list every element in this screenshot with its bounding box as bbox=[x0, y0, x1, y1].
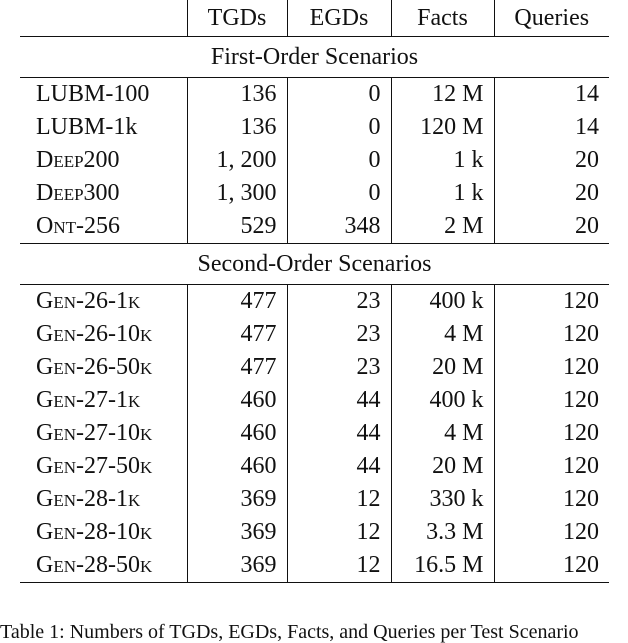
cell-name: Deep300 bbox=[36, 180, 120, 206]
scenario-table-container bbox=[20, 0, 609, 583]
cell-name: Gen-27-10k bbox=[36, 420, 153, 446]
cell-queries: 120 bbox=[494, 285, 609, 319]
cell-egds: 12 bbox=[287, 549, 391, 583]
header-facts: Facts bbox=[391, 0, 494, 37]
header-row bbox=[20, 0, 609, 37]
cell-egds: 23 bbox=[287, 318, 391, 351]
cell-name: Gen-26-1k bbox=[36, 288, 141, 314]
table-row bbox=[20, 483, 609, 516]
cell-queries: 120 bbox=[494, 384, 609, 417]
cell-facts: 20 M bbox=[391, 450, 494, 483]
cell-facts: 400 k bbox=[391, 384, 494, 417]
table-row bbox=[20, 210, 609, 244]
cell-queries: 120 bbox=[494, 483, 609, 516]
table-row bbox=[20, 111, 609, 144]
cell-queries: 120 bbox=[494, 516, 609, 549]
cell-tgds: 136 bbox=[187, 111, 287, 144]
cell-egds: 12 bbox=[287, 516, 391, 549]
cell-egds: 348 bbox=[287, 210, 391, 244]
cell-tgds: 460 bbox=[187, 417, 287, 450]
cell-queries: 120 bbox=[494, 351, 609, 384]
cell-tgds: 369 bbox=[187, 516, 287, 549]
cell-tgds: 1, 200 bbox=[187, 144, 287, 177]
cell-queries: 120 bbox=[494, 549, 609, 583]
cell-tgds: 477 bbox=[187, 285, 287, 319]
table-row bbox=[20, 549, 609, 583]
section-header-row bbox=[20, 244, 609, 285]
cell-queries: 14 bbox=[494, 78, 609, 112]
cell-name: Gen-28-50k bbox=[20, 549, 187, 583]
cell-tgds: 460 bbox=[187, 450, 287, 483]
cell-egds: 0 bbox=[287, 144, 391, 177]
cell-tgds: 529 bbox=[187, 210, 287, 244]
scenario-table bbox=[20, 0, 609, 583]
cell-queries: 120 bbox=[494, 450, 609, 483]
cell-queries: 120 bbox=[494, 318, 609, 351]
cell-queries: 20 bbox=[494, 144, 609, 177]
cell-name: Gen-28-1k bbox=[36, 486, 141, 512]
cell-egds: 23 bbox=[287, 285, 391, 319]
cell-tgds: 136 bbox=[187, 78, 287, 112]
cell-name: Gen-27-1k bbox=[36, 387, 141, 413]
cell-name: Gen-27-50k bbox=[36, 453, 153, 479]
cell-name: LUBM-100 bbox=[36, 81, 150, 107]
table-row bbox=[20, 78, 609, 112]
cell-name: Gen-26-50k bbox=[36, 354, 153, 380]
cell-facts: 400 k bbox=[391, 285, 494, 319]
header-empty-cell bbox=[20, 0, 187, 37]
cell-egds: 44 bbox=[287, 384, 391, 417]
table-row bbox=[20, 450, 609, 483]
cell-facts: 4 M bbox=[391, 417, 494, 450]
cell-tgds: 477 bbox=[187, 318, 287, 351]
cell-facts: 20 M bbox=[391, 351, 494, 384]
table-row bbox=[20, 318, 609, 351]
table-row bbox=[20, 285, 609, 319]
cell-tgds: 369 bbox=[187, 549, 287, 583]
cell-queries: 120 bbox=[494, 417, 609, 450]
table-row bbox=[20, 516, 609, 549]
cell-name: Deep200 bbox=[36, 147, 120, 173]
cell-tgds: 460 bbox=[187, 384, 287, 417]
cell-name: Ont-256 bbox=[20, 210, 187, 244]
cell-facts: 12 M bbox=[391, 78, 494, 112]
cell-egds: 44 bbox=[287, 417, 391, 450]
table-caption: Table 1: Numbers of TGDs, EGDs, Facts, and Queries per Test Scenario bbox=[0, 621, 579, 643]
cell-queries: 20 bbox=[494, 177, 609, 210]
cell-egds: 0 bbox=[287, 111, 391, 144]
cell-name: Gen-28-10k bbox=[36, 519, 153, 545]
cell-egds: 44 bbox=[287, 450, 391, 483]
section-title: First-Order Scenarios bbox=[20, 37, 609, 78]
cell-egds: 12 bbox=[287, 483, 391, 516]
table-row bbox=[20, 144, 609, 177]
cell-queries: 20 bbox=[494, 210, 609, 244]
cell-tgds: 1, 300 bbox=[187, 177, 287, 210]
cell-egds: 0 bbox=[287, 177, 391, 210]
table-row bbox=[20, 177, 609, 210]
table-row bbox=[20, 417, 609, 450]
header-tgds: TGDs bbox=[187, 0, 287, 37]
cell-facts: 1 k bbox=[391, 144, 494, 177]
cell-facts: 4 M bbox=[391, 318, 494, 351]
cell-facts: 330 k bbox=[391, 483, 494, 516]
header-queries: Queries bbox=[494, 0, 609, 37]
cell-name: Gen-26-10k bbox=[36, 321, 153, 347]
cell-facts: 3.3 M bbox=[391, 516, 494, 549]
cell-facts: 120 M bbox=[391, 111, 494, 144]
cell-name: LUBM-1k bbox=[36, 114, 138, 140]
cell-egds: 23 bbox=[287, 351, 391, 384]
cell-tgds: 369 bbox=[187, 483, 287, 516]
cell-facts: 16.5 M bbox=[391, 549, 494, 583]
cell-tgds: 477 bbox=[187, 351, 287, 384]
section-title: Second-Order Scenarios bbox=[20, 244, 609, 285]
header-egds: EGDs bbox=[287, 0, 391, 37]
cell-facts: 2 M bbox=[391, 210, 494, 244]
section-header-row bbox=[20, 37, 609, 78]
cell-queries: 14 bbox=[494, 111, 609, 144]
table-body bbox=[20, 0, 609, 583]
table-row bbox=[20, 351, 609, 384]
cell-egds: 0 bbox=[287, 78, 391, 112]
cell-facts: 1 k bbox=[391, 177, 494, 210]
table-row bbox=[20, 384, 609, 417]
